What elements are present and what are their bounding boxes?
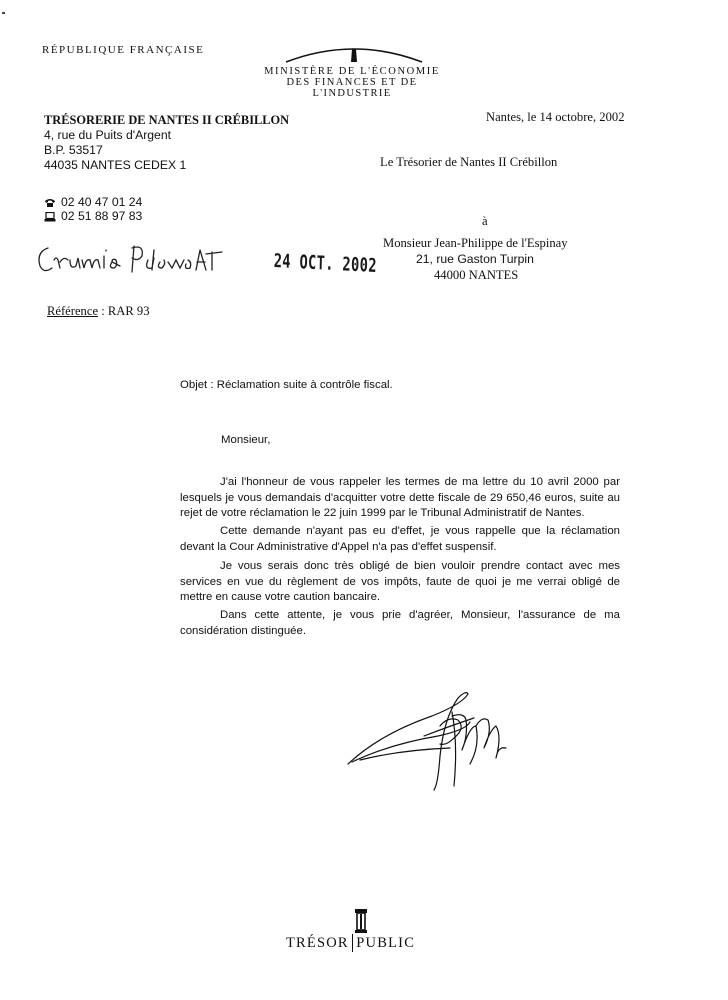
phone-line [44,195,142,210]
body-paragraph: Je vous serais donc très obligé de bien vouloir prendre contact avec mes services en vue du règlement de vos impôts, faute de quoi je me verrai obligé de mettre en cause votre caution bancaire. [180,560,620,603]
subject-line: Objet : Réclamation suite à contrôle fiscal. [180,379,393,391]
body-paragraph: Cette demande n'ayant pas eu d'effet, je vous rappelle que la réclamation devant la Cour Administrative d'Appel n'a pas d'effet suspensif. [180,525,620,553]
phone-icon [44,198,56,208]
ministry-line-1: MINISTÈRE DE L'ÉCONOMIE [264,66,440,77]
fax-line [44,209,142,224]
reference-label: Référence [47,304,99,318]
ministry-emblem-icon [284,40,424,64]
ministry-line-2: DES FINANCES ET DE L'INDUSTRIE [286,77,418,99]
recipient-street: 21, rue Gaston Turpin [416,252,534,266]
body-paragraph: Dans cette attente, je vous prie d'agréer, Monsieur, l'assurance de ma considération distinguée. [180,609,620,637]
footer-logo-divider [352,934,354,952]
fax-number: 02 51 88 97 83 [61,209,143,223]
republic-label: RÉPUBLIQUE FRANÇAISE [42,44,205,56]
body-paragraph: J'ai l'honneur de vous rappeler les termes de ma lettre du 10 avril 2000 par lesquels je vous demandais d'acquitter votre dette fiscale de 29 650,46 euros, suite au rejet de votre réclamation le 22 juin 1999 par le Tribunal Administratif de Nantes. [180,476,620,519]
fax-icon [44,212,56,222]
footer-logo-tresor: TRÉSOR [286,934,349,951]
reference-line [47,304,150,319]
sender-address-2: B.P. 53517 [44,143,103,157]
received-date-stamp: 24 OCT. 2002 [273,250,378,277]
sender-name: TRÉSORERIE DE NANTES II CRÉBILLON [44,113,290,127]
handwritten-note [34,238,244,278]
date-line: Nantes, le 14 octobre, 2002 [486,110,625,124]
footer-logo-public: PUBLIC [356,934,416,951]
recipient-city: 44000 NANTES [434,268,519,282]
to-word: à [482,214,488,228]
salutation: Monsieur, [221,434,271,446]
footer-logo [286,934,415,952]
scan-mark [2,12,5,14]
from-title: Le Trésorier de Nantes II Crébillon [380,155,558,169]
reference-value: : RAR 93 [101,304,150,318]
signature [340,686,530,796]
phone-number: 02 40 47 01 24 [61,195,143,209]
recipient-name: Monsieur Jean-Philippe de l'Espinay [383,236,568,250]
sender-address-3: 44035 NANTES CEDEX 1 [44,158,187,172]
tresor-public-emblem-icon [354,908,368,934]
sender-address-1: 4, rue du Puits d'Argent [44,128,171,142]
